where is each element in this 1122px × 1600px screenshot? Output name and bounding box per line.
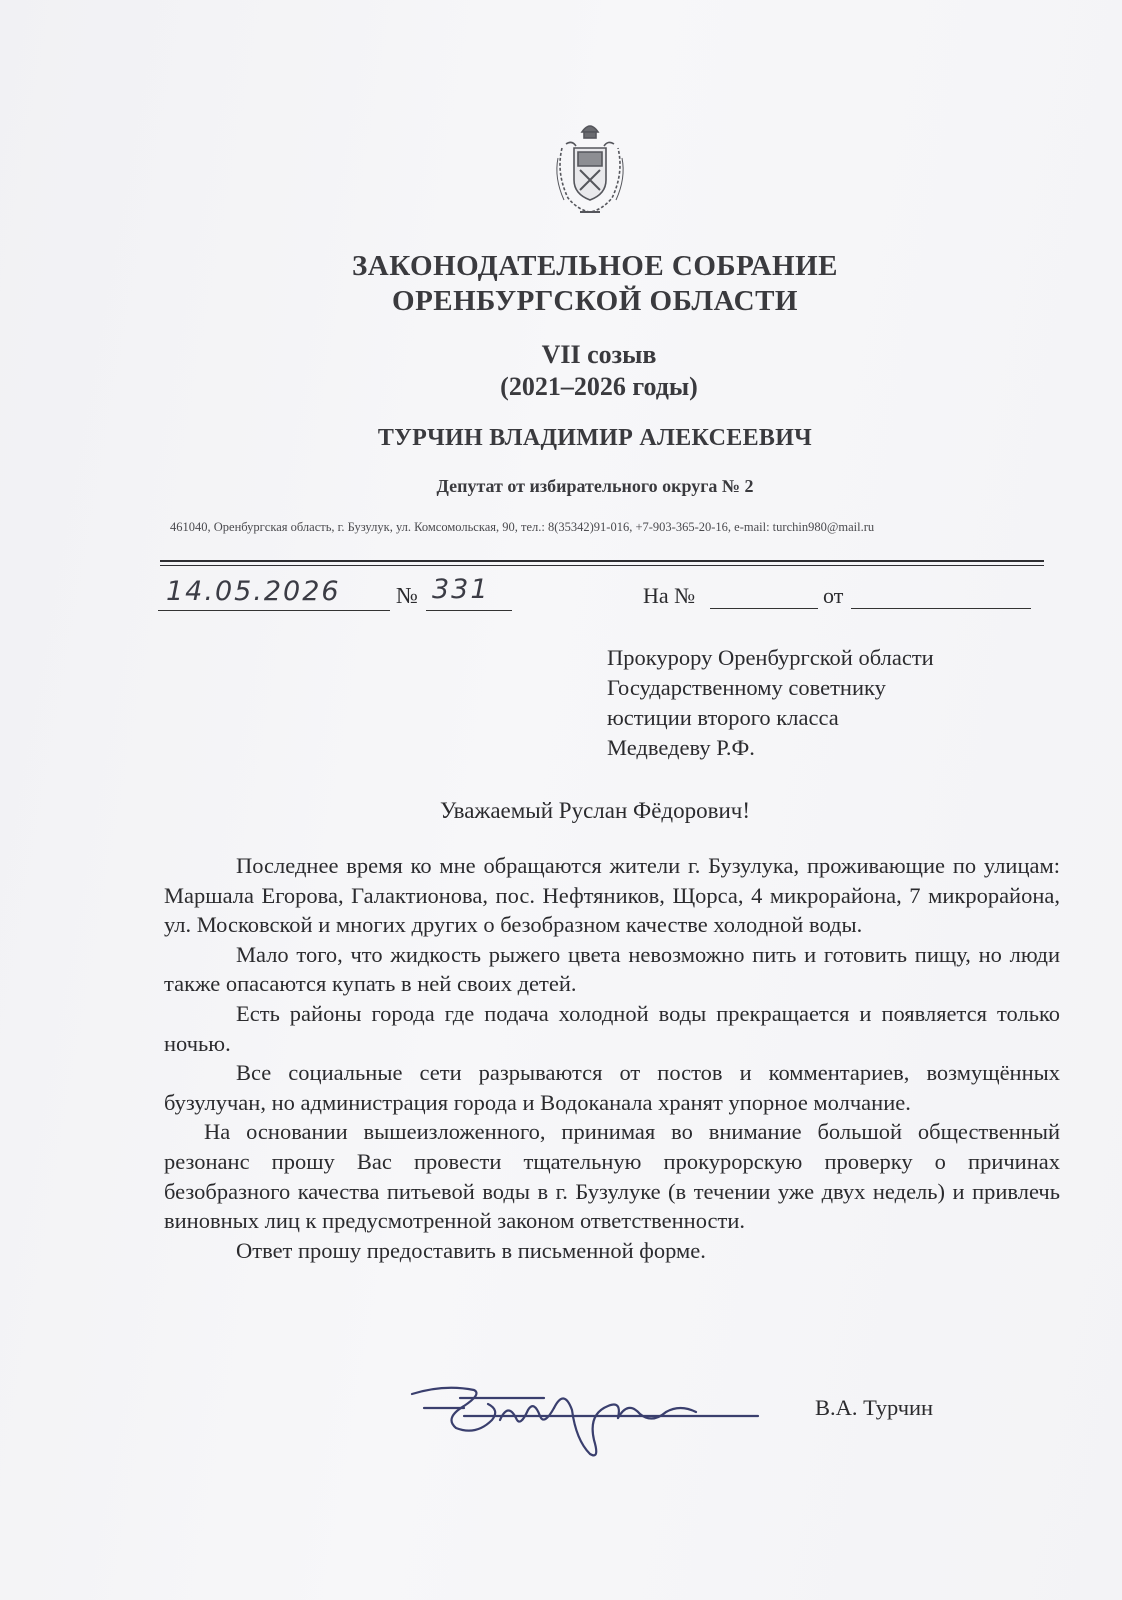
organization-name-line1: ЗАКОНОДАТЕЛЬНОЕ СОБРАНИЕ xyxy=(352,250,838,282)
date-underline xyxy=(158,610,390,611)
letter-number: 331 xyxy=(432,574,490,605)
letter-date: 14.05.2026 xyxy=(166,576,341,607)
organization-name-line2: ОРЕНБУРГСКОЙ ОБЛАСТИ xyxy=(392,285,798,317)
addressee-block xyxy=(607,643,934,763)
salutation: Уважаемый Руслан Фёдорович! xyxy=(439,798,751,823)
body-paragraph: Есть районы города где подача холодной воды прекращается и появляется только ночью. xyxy=(164,1000,1060,1056)
number-underline xyxy=(426,610,512,611)
header-divider-thin xyxy=(160,565,1044,566)
number-sign: № xyxy=(396,583,418,608)
reply-date-blank xyxy=(851,608,1031,609)
deputy-district: Депутат от избирательного округа № 2 xyxy=(436,476,754,496)
letter-body xyxy=(164,851,1060,1265)
convocation-years: (2021–2026 годы) xyxy=(500,372,698,401)
addressee-line: Государственному советнику xyxy=(607,675,886,700)
body-paragraph: На основании вышеизложенного, принимая во внимание большой общественный резонанс прошу Вас провести тщательную прокурорскую проверку о причинах безобразного качества питьевой воды в г. Бузулуке (в течении уже двух недель) и привлечь виновных лиц к предусмотренной законом ответственности. xyxy=(164,1119,1060,1234)
deputy-name: ТУРЧИН ВЛАДИМИР АЛЕКСЕЕВИЧ xyxy=(377,425,813,451)
body-paragraph: Мало того, что жидкость рыжего цвета невозможно пить и готовить пищу, но люди также опасаются купать в ней своих детей. xyxy=(164,941,1060,997)
contact-line: 461040, Оренбургская область, г. Бузулук, ул. Комсомольская, 90, тел.: 8(35342)91-016, +7-903-365-20-16, e-mail: turchin980@mail.ru xyxy=(170,520,875,534)
reply-to-blank xyxy=(710,608,818,609)
reply-date-label: от xyxy=(823,583,844,608)
coat-of-arms-icon xyxy=(552,118,628,218)
convocation: VII созыв xyxy=(541,340,657,369)
signer-name: В.А. Турчин xyxy=(815,1395,934,1420)
body-paragraph: Ответ прошу предоставить в письменной форме. xyxy=(236,1237,706,1263)
body-paragraph: Все социальные сети разрываются от постов и комментариев, возмущённых бузулучан, но администрация города и Водоканала хранят упорное молчание. xyxy=(164,1060,1060,1115)
header-divider xyxy=(160,560,1044,562)
reply-to-label: На № xyxy=(643,583,696,608)
addressee-line: Прокурору Оренбургской области xyxy=(607,645,934,670)
addressee-line: Медведеву Р.Ф. xyxy=(607,735,755,760)
body-paragraph: Последнее время ко мне обращаются жители г. Бузулука, проживающие по улицам: Маршала Егорова, Галактионова, пос. Нефтяников, Щорса, 4 микрорайона, 7 микрорайона, ул. Московской и многих других о безобразном качестве холодной воды. xyxy=(164,853,1060,938)
handwritten-signature xyxy=(404,1370,774,1460)
addressee-line: юстиции второго класса xyxy=(607,705,839,730)
